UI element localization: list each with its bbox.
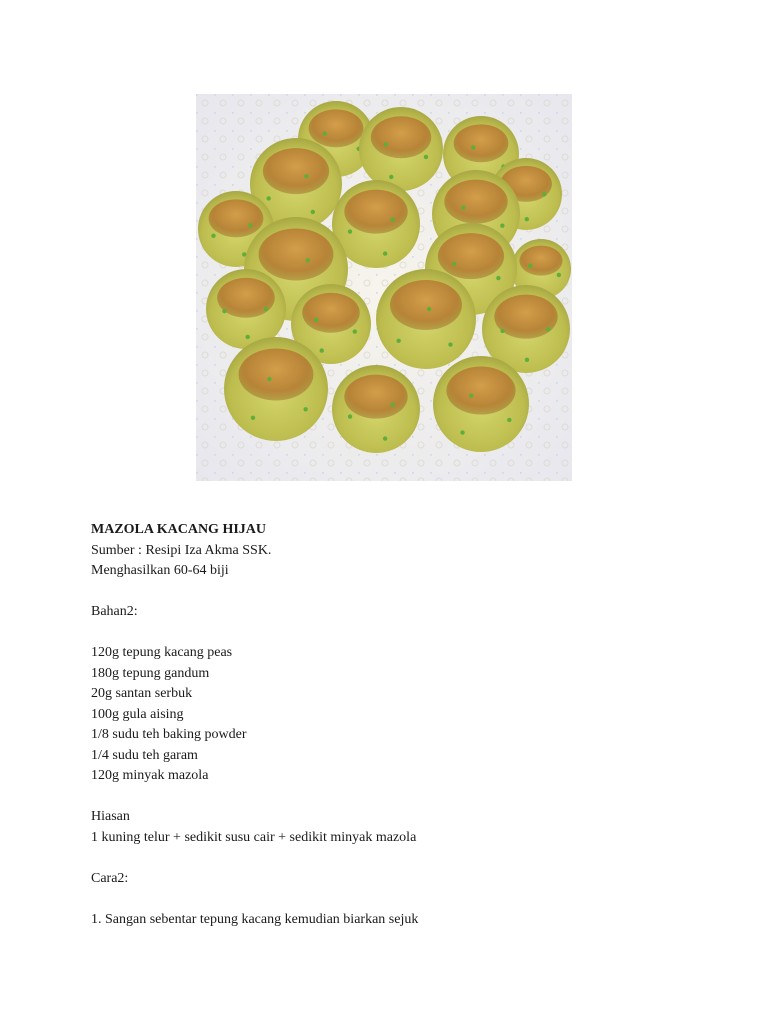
ingredient-item: 120g tepung kacang peas xyxy=(91,645,233,660)
cookie-glaze xyxy=(263,148,329,194)
ingredients-heading: Bahan2: xyxy=(91,604,138,619)
pea-speck xyxy=(266,196,270,200)
cookie-glaze xyxy=(309,109,364,147)
pea-speck xyxy=(542,192,546,196)
pea-speck xyxy=(267,377,271,381)
pea-speck xyxy=(546,327,550,331)
method-heading: Cara2: xyxy=(91,870,129,886)
cookie-glaze xyxy=(519,246,562,276)
ingredient-item: 1/4 sudu teh garam xyxy=(91,747,198,763)
cookie-glaze xyxy=(259,228,334,280)
pea-speck xyxy=(383,436,387,440)
pea-speck xyxy=(461,205,465,209)
cookie-glaze xyxy=(302,293,360,333)
cookie-glaze xyxy=(454,124,509,162)
pea-speck xyxy=(314,318,318,322)
recipe-text xyxy=(91,520,691,930)
garnish-heading: Hiasan xyxy=(91,809,130,824)
pea-speck xyxy=(353,329,357,333)
pea-speck xyxy=(303,407,307,411)
pea-speck xyxy=(396,339,400,343)
pea-speck xyxy=(557,273,561,277)
ingredient-item: 1/8 sudu teh baking powder xyxy=(91,727,247,742)
pea-speck xyxy=(500,223,504,227)
pea-speck xyxy=(528,264,532,268)
pea-speck xyxy=(320,348,324,352)
ingredient-item: 120g minyak mazola xyxy=(91,768,209,783)
cookie-glaze xyxy=(239,348,314,400)
pea-speck xyxy=(460,430,464,434)
pea-speck xyxy=(264,307,268,311)
garnish-text: 1 kuning telur + sedikit susu cair + sedikit minyak mazola xyxy=(91,829,417,845)
recipe-source: Sumber : Resipi Iza Akma SSK. xyxy=(91,542,272,558)
pea-speck xyxy=(471,145,475,149)
pea-speck xyxy=(448,342,452,346)
cookie-glaze xyxy=(438,233,504,279)
ingredient-item: 180g tepung gandum xyxy=(91,665,210,681)
pea-speck xyxy=(348,414,352,418)
pea-speck xyxy=(311,210,315,214)
pea-speck xyxy=(391,402,395,406)
pea-speck xyxy=(245,335,249,339)
pea-speck xyxy=(500,329,504,333)
pea-speck xyxy=(525,217,529,221)
pea-speck xyxy=(452,262,456,266)
cookie-glaze xyxy=(209,199,264,237)
method-step: 1. Sangan sebentar tepung kacang kemudian biarkan sejuk xyxy=(91,911,419,927)
ingredient-item: 20g santan serbuk xyxy=(91,686,193,701)
pea-speck xyxy=(525,358,529,362)
pea-speck xyxy=(211,234,215,238)
pea-speck xyxy=(248,223,252,227)
ingredient-item: 100g gula aising xyxy=(91,706,184,722)
cookie-photo-icon xyxy=(196,94,572,481)
pea-speck xyxy=(507,418,511,422)
pea-speck xyxy=(306,258,310,262)
cookie-glaze xyxy=(344,375,407,419)
cookie-photo xyxy=(196,94,572,481)
pea-speck xyxy=(496,276,500,280)
pea-speck xyxy=(323,131,327,135)
cookie-glaze xyxy=(444,180,507,224)
pea-speck xyxy=(304,174,308,178)
pea-speck xyxy=(427,307,431,311)
pea-speck xyxy=(469,393,473,397)
recipe-title: MAZOLA KACANG HIJAU xyxy=(91,522,267,537)
cookie-glaze xyxy=(344,190,407,234)
pea-speck xyxy=(348,229,352,233)
cookie-glaze xyxy=(446,367,515,415)
pea-speck xyxy=(383,251,387,255)
pea-speck xyxy=(424,155,428,159)
pea-speck xyxy=(391,217,395,221)
recipe-yield: Menghasilkan 60-64 biji xyxy=(91,563,229,578)
cookie-glaze xyxy=(371,116,431,158)
pea-speck xyxy=(251,416,255,420)
pea-speck xyxy=(389,175,393,179)
pea-speck xyxy=(384,142,388,146)
cookie-glaze xyxy=(390,280,462,330)
pea-speck xyxy=(222,309,226,313)
